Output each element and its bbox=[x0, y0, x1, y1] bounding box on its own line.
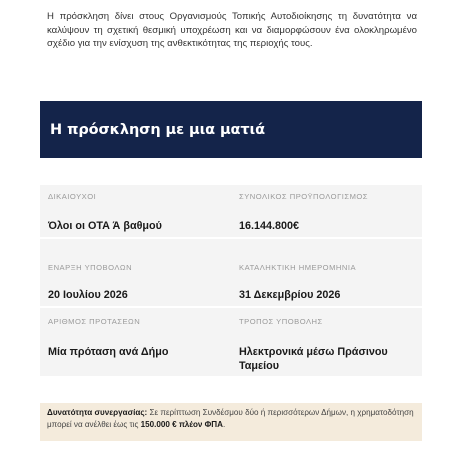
fact-proposal-count bbox=[48, 317, 228, 359]
fact-total-budget bbox=[239, 192, 419, 233]
fact-value: Όλοι οι ΟΤΑ Ά βαθμού bbox=[48, 220, 162, 232]
row-divider bbox=[40, 237, 422, 239]
fact-deadline bbox=[239, 263, 419, 302]
fact-value: 20 Ιουλίου 2026 bbox=[48, 289, 128, 301]
note-lead: Δυνατότητα συνεργασίας: bbox=[47, 408, 148, 417]
note-text: Σε περίπτωση Συνδέσμου δύο ή περισσότερων Δήμων, η χρηματοδότηση μπορεί να ανέλθει έως τις bbox=[47, 408, 414, 429]
fact-beneficiaries bbox=[48, 192, 228, 233]
fact-label: ΔΙΚΑΙΟΥΧΟΙ bbox=[48, 192, 97, 201]
cooperation-note bbox=[40, 403, 422, 441]
summary-banner bbox=[40, 101, 422, 158]
facts-card bbox=[40, 185, 422, 376]
summary-title: Η πρόσκληση με μια ματιά bbox=[50, 121, 265, 138]
fact-value: Ηλεκτρονικά μέσω Πράσινου Ταμείου bbox=[239, 346, 388, 372]
fact-label: ΕΝΑΡΞΗ ΥΠΟΒΟΛΩΝ bbox=[48, 263, 133, 272]
fact-value: Μία πρόταση ανά Δήμο bbox=[48, 346, 169, 358]
fact-label: ΚΑΤΑΛΗΚΤΙΚΗ ΗΜΕΡΟΜΗΝΙΑ bbox=[239, 263, 357, 272]
fact-label: ΣΥΝΟΛΙΚΟΣ ΠΡΟΫΠΟΛΟΓΙΣΜΟΣ bbox=[239, 192, 368, 201]
row-divider bbox=[40, 306, 422, 308]
fact-label: ΤΡΟΠΟΣ ΥΠΟΒΟΛΗΣ bbox=[239, 317, 323, 326]
note-end: . bbox=[222, 420, 226, 429]
note-amount: 150.000 € πλέον ΦΠΑ bbox=[140, 420, 223, 429]
fact-label: ΑΡΙΘΜΟΣ ΠΡΟΤΑΣΕΩΝ bbox=[48, 317, 141, 326]
intro-paragraph: Η πρόσκληση δίνει στους Οργανισμούς Τοπικής Αυτοδιοίκησης τη δυνατότητα να καλύψουν τη σχετική θεσμική υποχρέωση και να διαμορφώσουν ένα ολοκληρωμένο σχέδιο για την ενίσχυση της ανθεκτικότητας της περιοχής τους. bbox=[47, 11, 417, 50]
fact-submission-method bbox=[239, 317, 389, 373]
fact-value: 31 Δεκεμβρίου 2026 bbox=[239, 289, 341, 301]
fact-submission-start bbox=[48, 263, 228, 302]
fact-value: 16.144.800€ bbox=[239, 220, 300, 232]
